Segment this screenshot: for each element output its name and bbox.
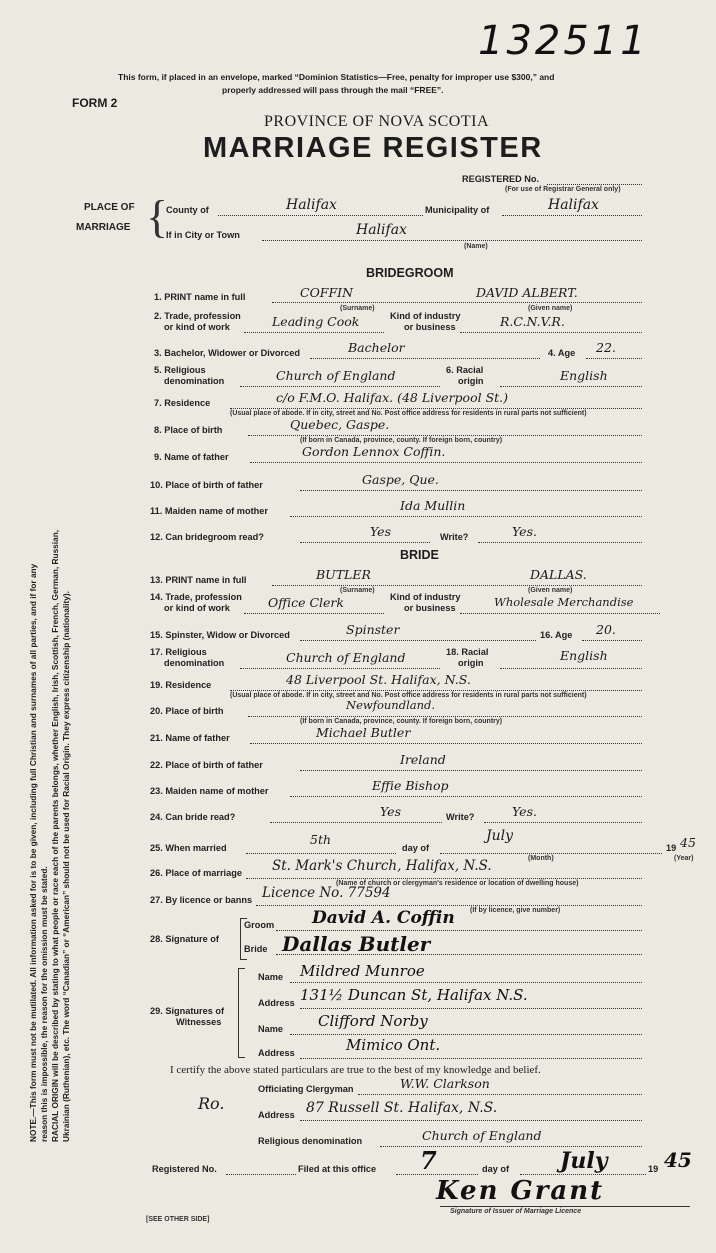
bride-origin: English [560,648,608,663]
groom-surname-note: (Surname) [340,305,375,312]
groom-industry: R.C.N.V.R. [500,314,565,329]
registered-number-label: REGISTERED No. [462,174,540,184]
witness2-address-label: Address [258,1048,295,1058]
bride-heading: BRIDE [400,548,439,562]
witnesses-label-1: 29. Signatures of [150,1006,225,1016]
married-day: 5th [310,832,332,847]
licence-note: (If by licence, give number) [470,907,561,914]
groom-birthplace-label: 8. Place of birth [154,425,223,435]
filed-label: Filed at this office [298,1164,377,1174]
filed-day-of-label: day of [482,1164,510,1174]
bride-status-label: 15. Spinster, Widow or Divorced [150,630,290,640]
witnesses-label-2: Witnesses [176,1017,222,1027]
groom-sig-label: Groom [244,920,275,930]
groom-read-label: 12. Can bridegroom read? [150,532,264,542]
bride-write: Yes. [512,804,537,819]
page-title: MARRIAGE REGISTER [203,132,543,164]
witness1-name-label: Name [258,972,284,982]
groom-given-name: DAVID ALBERT. [476,285,578,300]
groom-signature: David A. Coffin [312,908,455,928]
signature-of-label: 28. Signature of [150,934,219,944]
groom-father-label: 9. Name of father [154,452,229,462]
licence-number: Licence No. 77594 [262,885,391,901]
witness1-address-label: Address [258,998,295,1008]
municipality-value: Halifax [548,197,599,213]
bride-sig-label: Bride [244,944,268,954]
witness1-address: 131½ Duncan St, Halifax N.S. [300,986,528,1004]
groom-mother-label: 11. Maiden name of mother [150,506,268,516]
groom-industry-label-1: Kind of industry [390,311,461,321]
clergy-address-label: Address [258,1110,295,1120]
postal-notice-line-2: properly addressed will pass through the mail “FREE”. [222,85,444,95]
filed-year: 45 [664,1148,692,1172]
bride-father-label: 21. Name of father [150,733,230,743]
witness2-name: Clifford Norby [318,1012,428,1030]
bride-religion-label-2: denomination [164,658,225,668]
groom-trade-label-2: or kind of work [164,322,230,332]
bride-given-name: DALLAS. [530,567,587,582]
clergy-address: 87 Russell St. Halifax, N.S. [306,1100,498,1116]
groom-given-note: (Given name) [528,305,573,312]
bride-age-label: 16. Age [540,630,573,640]
groom-read: Yes [370,524,391,539]
form-number: FORM 2 [72,96,118,110]
groom-origin-label-2: origin [458,376,484,386]
bridegroom-heading: BRIDEGROOM [366,266,454,280]
groom-age-label: 4. Age [548,348,576,358]
bride-read: Yes [380,804,401,819]
issuer-signature-note: Signature of Issuer of Marriage Licence [450,1208,582,1215]
groom-name-label: 1. PRINT name in full [154,292,246,302]
groom-origin: English [560,368,608,383]
margin-mark: Ro. [198,1094,225,1113]
bride-father: Michael Butler [316,725,411,740]
bride-surname-note: (Surname) [340,587,375,594]
bride-industry-label-1: Kind of industry [390,592,461,602]
married-year-prefix: 19 [666,843,677,853]
bride-industry: Wholesale Merchandise [494,595,634,609]
groom-write: Yes. [512,524,537,539]
groom-industry-label-2: or business [404,322,456,332]
married-year: 45 [680,835,696,850]
bride-status: Spinster [346,622,400,637]
bride-birthplace-note: (If born in Canada, province, county. If foreign born, country) [300,718,503,725]
marriage-place-note: (Name of church or clergyman's residence or location of dwelling house) [336,880,579,887]
married-day-of-label: day of [402,843,430,853]
marriage-place: St. Mark's Church, Halifax, N.S. [272,858,492,874]
bride-trade-label-2: or kind of work [164,603,230,613]
bride-father-birth-label: 22. Place of birth of father [150,760,263,770]
groom-trade: Leading Cook [272,314,360,329]
groom-trade-label-1: 2. Trade, profession [154,311,241,321]
witness2-name-label: Name [258,1024,284,1034]
bride-birthplace: Newfoundland. [346,698,436,712]
groom-surname: COFFIN [300,285,354,300]
groom-status: Bachelor [348,340,405,355]
bride-residence-label: 19. Residence [150,680,212,690]
bride-birthplace-label: 20. Place of birth [150,706,224,716]
filed-month: July [560,1148,608,1174]
certification-statement: I certify the above stated particulars are true to the best of my knowledge and belief. [170,1064,541,1076]
county-value: Halifax [286,197,337,213]
married-year-note: (Year) [674,855,694,862]
bride-given-note: (Given name) [528,587,573,594]
groom-father-birth-label: 10. Place of birth of father [150,480,263,490]
postal-notice-line-1: This form, if placed in an envelope, marked “Dominion Statistics—Free, penalty for improper use $300,” and [118,72,555,82]
city-value: Halifax [356,222,407,238]
place-label-2: MARRIAGE [76,222,131,233]
filed-year-prefix: 19 [648,1164,659,1174]
bride-surname: BUTLER [316,567,371,582]
witness-bracket [238,968,245,1058]
witness2-address: Mimico Ont. [346,1036,441,1054]
municipality-label: Municipality of [425,205,490,215]
clergy-denomination: Church of England [422,1128,542,1143]
bride-origin-label-2: origin [458,658,484,668]
bride-name-label: 13. PRINT name in full [150,575,247,585]
bride-signature: Dallas Butler [282,932,431,956]
bride-read-label: 24. Can bride read? [150,812,236,822]
place-brace: { [146,191,169,242]
bride-age: 20. [596,622,616,637]
bride-religion-label-1: 17. Religious [150,647,207,657]
bride-father-birth: Ireland [400,752,446,767]
bride-mother: Effie Bishop [372,778,449,793]
groom-father-birth: Gaspe, Que. [362,472,439,487]
groom-status-label: 3. Bachelor, Widower or Divorced [154,348,300,358]
groom-origin-label-1: 6. Racial [446,365,484,375]
groom-mother: Ida Mullin [400,498,466,513]
registrar-note: (For use of Registrar General only) [505,186,621,193]
clergy-denomination-label: Religious denomination [258,1136,363,1146]
groom-age: 22. [596,340,616,355]
groom-residence-note: (Usual place of abode. If in city, street and No. Post office address for residents in rural parts not sufficient) [230,410,587,417]
bride-mother-label: 23. Maiden name of mother [150,786,269,796]
registered-number-line [547,184,642,185]
bride-trade-label-1: 14. Trade, profession [150,592,242,602]
married-month: July [486,828,514,844]
witness1-name: Mildred Munroe [300,962,425,980]
groom-religion-label-2: denomination [164,376,225,386]
groom-birthplace: Quebec, Gaspe. [290,417,390,432]
registered-no-label: Registered No. [152,1164,217,1174]
city-name-note: (Name) [464,243,488,250]
bride-residence: 48 Liverpool St. Halifax, N.S. [286,672,471,687]
groom-write-label: Write? [440,532,469,542]
filed-day: 7 [420,1146,437,1175]
issuer-signature: Ken Grant [436,1176,605,1206]
side-note: NOTE.—This form must not be mutilated. All information asked for is to be given, including full Christian and surnames of all parties, and if for any reason this is impossible, the reason for the omission must be stated. RACIAL ORIGIN will be described by stating to what people or race each of the parents belongs, whether English, Irish, Scottish, French, German, Russian, Ukrainian (Ruthenian), etc. The word “Canadian” or “American” should not be used for Racial Origin. They express citizenship (nationality). [28,529,71,1142]
groom-residence-label: 7. Residence [154,398,211,408]
marriage-place-label: 26. Place of marriage [150,868,242,878]
when-married-label: 25. When married [150,843,227,853]
bride-origin-label-1: 18. Racial [446,647,489,657]
place-label-1: PLACE OF [84,202,135,213]
see-other-side: [SEE OTHER SIDE] [146,1216,210,1223]
bride-residence-note: (Usual place of abode. If in city, street and No. Post office address for residents in rural parts not sufficient) [230,692,587,699]
province-heading: PROVINCE OF NOVA SCOTIA [264,113,490,130]
groom-birthplace-note: (If born in Canada, province, county. If foreign born, country) [300,437,503,444]
city-label: If in City or Town [166,230,240,240]
officiating-clergy: W.W. Clarkson [400,1076,490,1091]
serial-number: 132511 [478,18,649,64]
licence-label: 27. By licence or banns [150,895,253,905]
bride-trade: Office Clerk [268,595,344,610]
groom-residence: c/o F.M.O. Halifax. (48 Liverpool St.) [276,390,509,405]
groom-religion: Church of England [276,368,396,383]
married-month-note: (Month) [528,855,554,862]
groom-religion-label-1: 5. Religious [154,365,206,375]
officiating-clergy-label: Officiating Clergyman [258,1084,354,1094]
groom-father: Gordon Lennox Coffin. [302,444,446,459]
bride-industry-label-2: or business [404,603,456,613]
county-label: County of [166,205,209,215]
bride-write-label: Write? [446,812,475,822]
bride-religion: Church of England [286,650,406,665]
